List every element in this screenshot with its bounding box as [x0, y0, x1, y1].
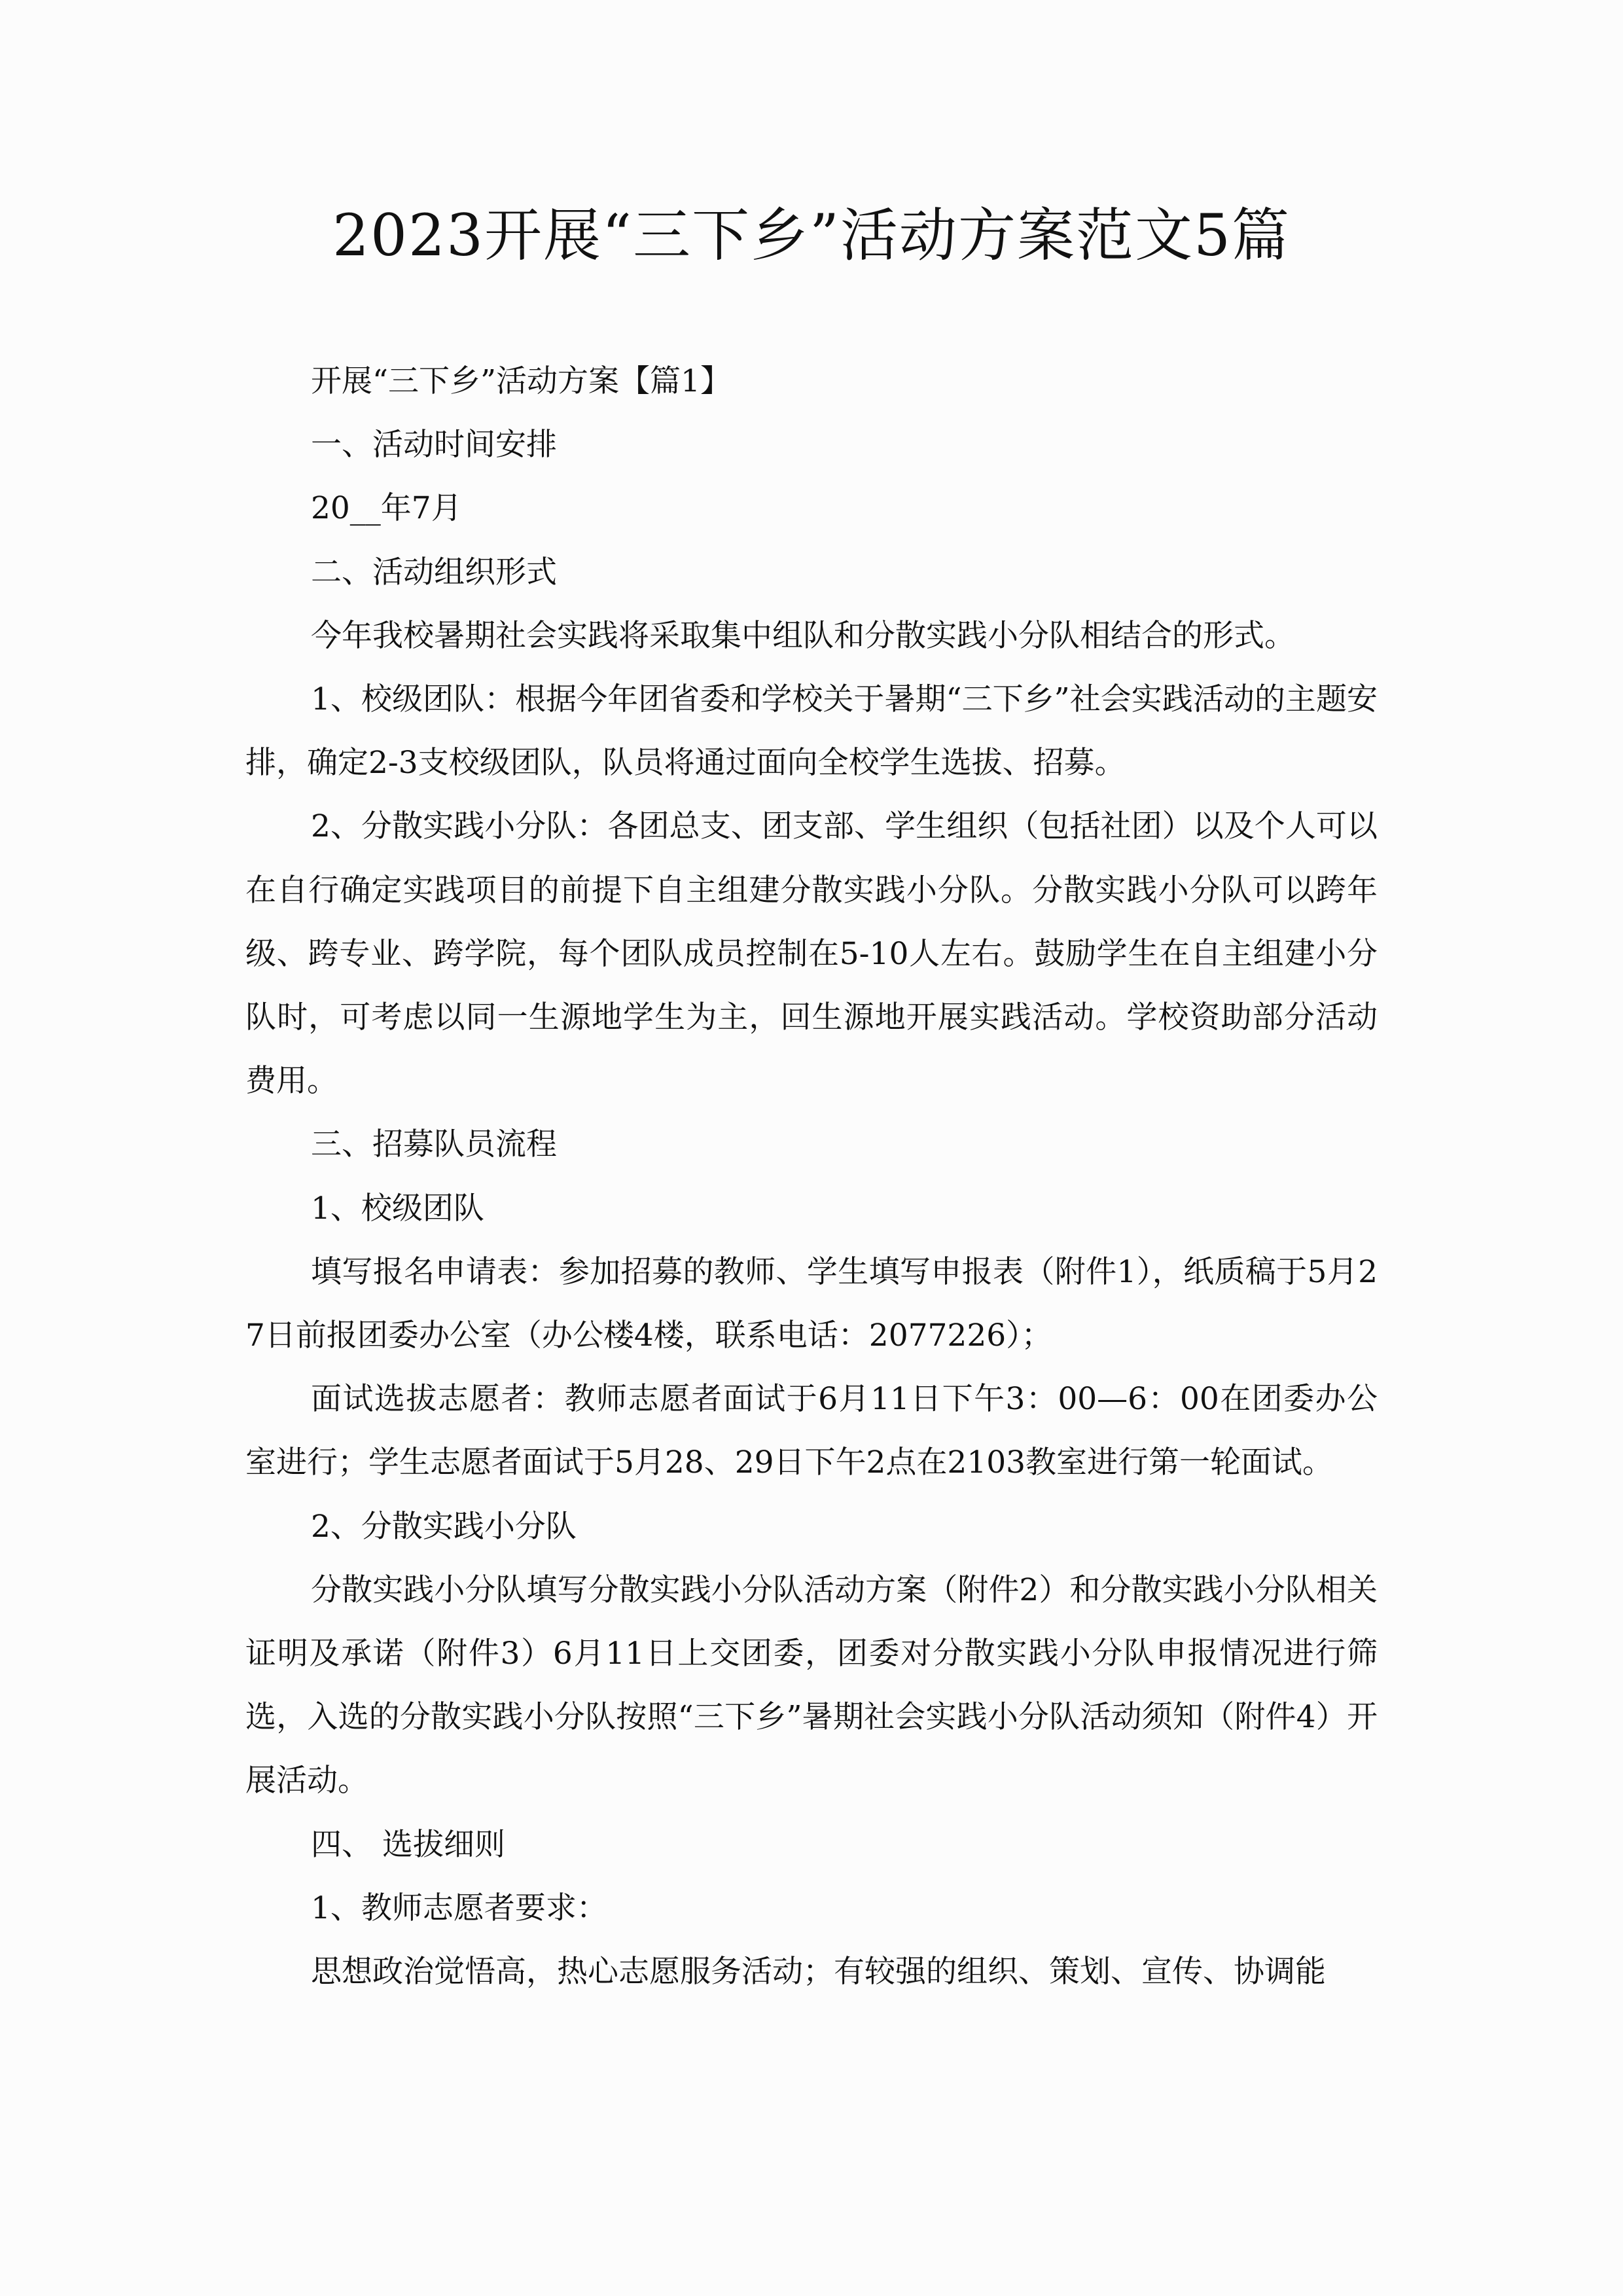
document-body — [245, 350, 1378, 2003]
paragraph-dispersed-submission: 分散实践小分队填写分散实践小分队活动方案（附件2）和分散实践小分队相关证明及承诺（附件3）6月11日上交团委，团委对分散实践小分队申报情况进行筛选，入选的分散实践小分队按照“三下乡”暑期社会实践小分队活动须知（附件4）开展活动。 — [245, 1571, 1378, 1799]
paragraph-application-form: 填写报名申请表：参加招募的教师、学生填写申报表（附件1），纸质稿于5月27日前报团委办公室（办公楼4楼，联系电话：2077226）； — [245, 1253, 1378, 1354]
heading-recruitment-process: 三、招募队员流程 — [311, 1126, 557, 1163]
section-subtitle-part-1: 开展“三下乡”活动方案【篇1】 — [311, 363, 731, 399]
heading-organization-form: 二、活动组织形式 — [311, 554, 557, 590]
subheading-teacher-requirements: 1、教师志愿者要求： — [311, 1890, 607, 1926]
activity-date: 20__年7月 — [311, 490, 462, 527]
subheading-school-team: 1、校级团队 — [311, 1190, 484, 1227]
subheading-dispersed-team: 2、分散实践小分队 — [311, 1508, 577, 1545]
paragraph-teacher-requirements: 思想政治觉悟高，热心志愿服务活动；有较强的组织、策划、宣传、协调能 — [311, 1954, 1326, 1990]
paragraph-organization-intro: 今年我校暑期社会实践将采取集中组队和分散实践小分队相结合的形式。 — [311, 617, 1295, 654]
heading-selection-rules: 四、 选拔细则 — [311, 1826, 505, 1863]
paragraph-dispersed-team: 2、分散实践小分队：各团总支、团支部、学生组织（包括社团）以及个人可以在自行确定实践项目的前提下自主组建分散实践小分队。分散实践小分队可以跨年级、跨专业、跨学院，每个团队成员控制在5-10人左右。鼓励学生在自主组建小分队时，可考虑以同一生源地学生为主，回生源地开展实践活动。学校资助部分活动费用。 — [245, 808, 1378, 1100]
paragraph-school-team: 1、校级团队：根据今年团省委和学校关于暑期“三下乡”社会实践活动的主题安排，确定2-3支校级团队，队员将通过面向全校学生选拔、招募。 — [245, 681, 1378, 781]
document-title: 2023开展“三下乡”活动方案范文5篇 — [332, 202, 1291, 269]
heading-activity-schedule: 一、活动时间安排 — [311, 427, 557, 463]
paragraph-interview-selection: 面试选拔志愿者：教师志愿者面试于6月11日下午3：00—6：00在团委办公室进行；学生志愿者面试于5月28、29日下午2点在2103教室进行第一轮面试。 — [245, 1381, 1378, 1481]
